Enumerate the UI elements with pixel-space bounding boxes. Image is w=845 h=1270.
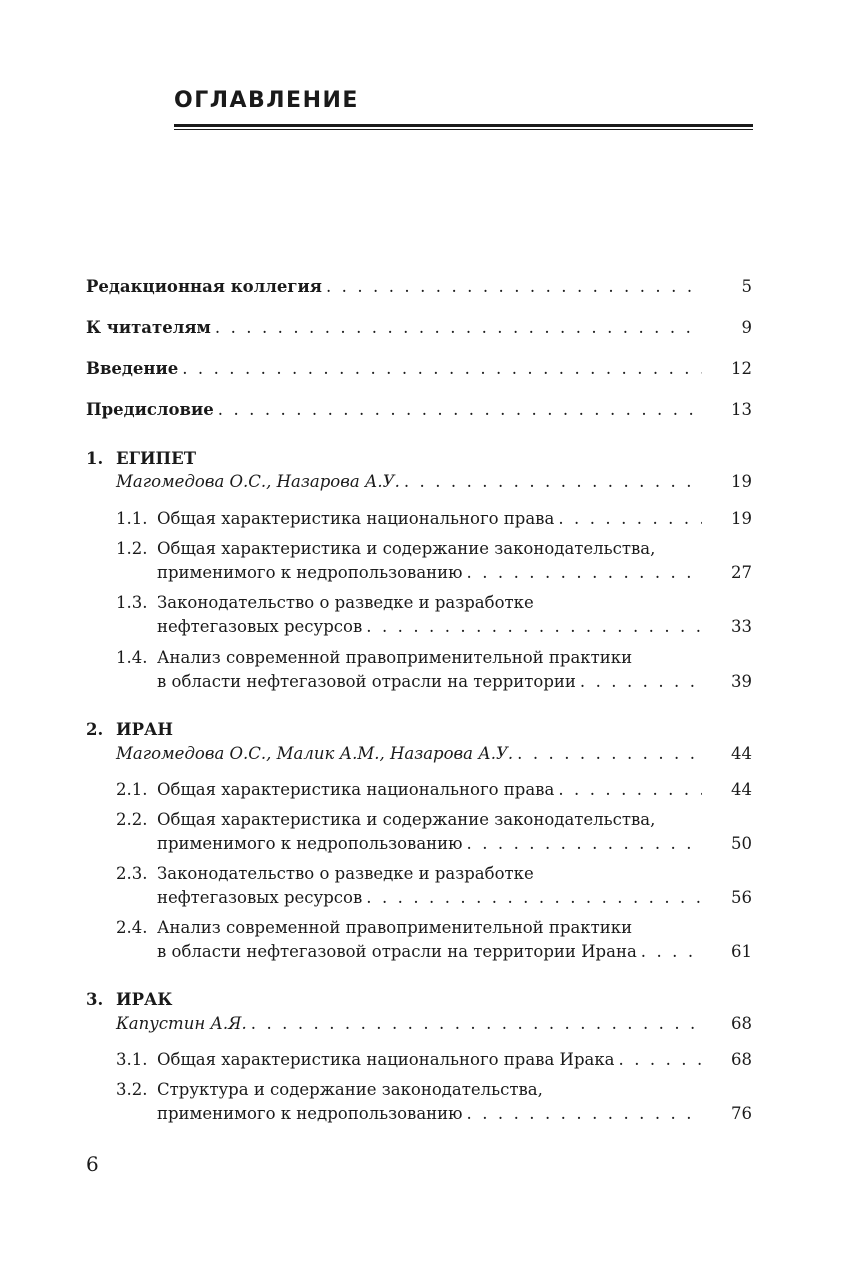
section-number: 2.1. xyxy=(116,780,148,799)
chapter-number: 3. xyxy=(86,990,104,1009)
section-entry[interactable] xyxy=(157,778,752,802)
section-number: 3.2. xyxy=(116,1080,148,1099)
toc-entry[interactable] xyxy=(86,357,752,381)
section-title: Общая характеристика национального права Ирака xyxy=(157,1050,615,1069)
leader-dots xyxy=(467,561,702,585)
leader-dots xyxy=(366,615,702,639)
section-entry[interactable] xyxy=(157,561,752,585)
toc-entry-page: 9 xyxy=(741,318,752,337)
leader-dots xyxy=(467,832,702,856)
toc-entry-page: 68 xyxy=(731,1014,752,1033)
section-title-cont: в области нефтегазовой отрасли на территории Ирана xyxy=(157,942,637,961)
toc-entry-page: 5 xyxy=(741,277,752,296)
section-entry[interactable] xyxy=(157,886,752,910)
leader-dots xyxy=(215,316,702,340)
leader-dots xyxy=(619,1048,703,1072)
toc-entry-label: Предисловие xyxy=(86,400,214,419)
toc-entry-page: 61 xyxy=(731,942,752,961)
section-number: 2.3. xyxy=(116,864,148,883)
toc-entry-page: 19 xyxy=(731,509,752,528)
authors-label: Капустин А.Я. xyxy=(116,1014,247,1033)
authors-label: Магомедова О.С., Малик А.М., Назарова А.У. xyxy=(116,744,514,763)
toc-entry-page: 13 xyxy=(731,400,752,419)
toc-entry-label: Редакционная коллегия xyxy=(86,277,322,296)
toc-entry-page: 50 xyxy=(731,834,752,853)
section-title[interactable]: Анализ современной правоприменительной практики xyxy=(157,918,633,937)
chapter-number: 2. xyxy=(86,720,104,739)
leader-dots xyxy=(467,1102,702,1126)
section-number: 1.4. xyxy=(116,648,148,667)
section-title[interactable]: Анализ современной правоприменительной практики xyxy=(157,648,633,667)
section-title-cont: в области нефтегазовой отрасли на территории xyxy=(157,672,576,691)
title-rule-thick xyxy=(174,124,753,127)
toc-entry-page: 44 xyxy=(731,744,752,763)
leader-dots xyxy=(558,507,702,531)
leader-dots xyxy=(251,1012,702,1036)
section-entry[interactable] xyxy=(157,1102,752,1126)
section-number: 2.2. xyxy=(116,810,148,829)
section-entry[interactable] xyxy=(157,1048,752,1072)
toc-entry-page: 76 xyxy=(731,1104,752,1123)
chapter-authors[interactable] xyxy=(116,470,752,494)
toc-entry[interactable] xyxy=(86,398,752,422)
section-entry[interactable] xyxy=(157,832,752,856)
leader-dots xyxy=(641,940,702,964)
toc-entry-page: 33 xyxy=(731,617,752,636)
section-number: 3.1. xyxy=(116,1050,148,1069)
toc-entry-label: Введение xyxy=(86,359,179,378)
toc-entry-label: К читателям xyxy=(86,318,211,337)
section-title: Общая характеристика национального права xyxy=(157,509,555,528)
section-title[interactable]: Законодательство о разведке и разработке xyxy=(157,593,534,612)
chapter-authors[interactable] xyxy=(116,742,752,766)
section-title-cont: применимого к недропользованию xyxy=(157,563,463,582)
toc-entry-page: 39 xyxy=(731,672,752,691)
leader-dots xyxy=(326,275,702,299)
title-rule-thin xyxy=(174,129,753,130)
section-entry[interactable] xyxy=(157,940,752,964)
toc-entry-page: 27 xyxy=(731,563,752,582)
section-entry[interactable] xyxy=(157,507,752,531)
section-number: 1.1. xyxy=(116,509,148,528)
section-title[interactable]: Общая характеристика и содержание законодательства, xyxy=(157,539,656,558)
toc-entry-page: 56 xyxy=(731,888,752,907)
leader-dots xyxy=(580,670,702,694)
section-number: 2.4. xyxy=(116,918,148,937)
section-number: 1.2. xyxy=(116,539,148,558)
page-number: 6 xyxy=(86,1152,99,1176)
toc-entry-page: 44 xyxy=(731,780,752,799)
section-title[interactable]: Общая характеристика и содержание законодательства, xyxy=(157,810,656,829)
leader-dots xyxy=(558,778,702,802)
section-title[interactable]: Структура и содержание законодательства, xyxy=(157,1080,543,1099)
leader-dots xyxy=(517,742,702,766)
section-title-cont: применимого к недропользованию xyxy=(157,1104,463,1123)
section-entry[interactable] xyxy=(157,615,752,639)
page-title: ОГЛАВЛЕНИЕ xyxy=(174,88,359,113)
toc-entry[interactable] xyxy=(86,316,752,340)
authors-label: Магомедова О.С., Назарова А.У. xyxy=(116,472,400,491)
chapter-authors[interactable] xyxy=(116,1012,752,1036)
chapter-number: 1. xyxy=(86,449,104,468)
chapter-title: ИРАК xyxy=(116,990,173,1009)
section-title-cont: нефтегазовых ресурсов xyxy=(157,888,363,907)
chapter-title: ИРАН xyxy=(116,720,174,739)
toc-entry-page: 19 xyxy=(731,472,752,491)
leader-dots xyxy=(182,357,702,381)
section-title[interactable]: Законодательство о разведке и разработке xyxy=(157,864,534,883)
toc-entry-page: 68 xyxy=(731,1050,752,1069)
section-title-cont: применимого к недропользованию xyxy=(157,834,463,853)
section-number: 1.3. xyxy=(116,593,148,612)
section-entry[interactable] xyxy=(157,670,752,694)
leader-dots xyxy=(404,470,702,494)
section-title: Общая характеристика национального права xyxy=(157,780,555,799)
section-title-cont: нефтегазовых ресурсов xyxy=(157,617,363,636)
leader-dots xyxy=(218,398,702,422)
toc-entry[interactable] xyxy=(86,275,752,299)
chapter-title: ЕГИПЕТ xyxy=(116,449,196,468)
toc-entry-page: 12 xyxy=(731,359,752,378)
leader-dots xyxy=(366,886,702,910)
